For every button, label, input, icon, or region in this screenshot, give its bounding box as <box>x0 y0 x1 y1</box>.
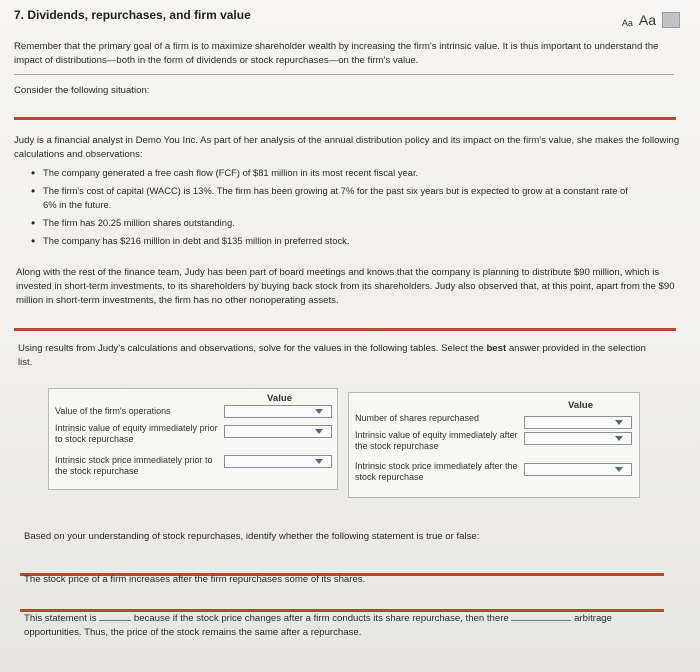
list-item: • The company has $216 million in debt and $135 million in preferred stock. <box>28 234 628 248</box>
table-row-label: Intrinsic stock price immediately prior to the stock repurchase <box>55 455 213 476</box>
table-row-label: Intrinsic stock price immediately after the stock repurchase <box>355 461 518 482</box>
true-false-prompt: Based on your understanding of stock repurchases, identify whether the following statement is true or false: <box>24 531 480 542</box>
situation-paragraph: Judy is a financial analyst in Demo You Inc. As part of her analysis of the annual distribution policy and its impact on the firm's value, she makes the following calculations and observations: <box>14 135 680 160</box>
equity-value-before-select[interactable] <box>224 425 332 438</box>
list-item: • The company generated a free cash flow (FCF) of $81 million in its most recent fiscal year. <box>28 166 628 180</box>
table-left-header: Value <box>267 393 293 404</box>
table-row-label: Intrinsic value of equity immediately after the stock repurchase <box>355 430 518 451</box>
arbitrage-answer-select[interactable] <box>511 620 571 621</box>
board-meeting-paragraph: Along with the rest of the finance team, Judy has been part of board meetings and knows that the company is planning to distribute $90 million, which is invested in short-term investments, to its shareholders by buying back stock from its shareholders. Judy also observed that, at this point, apart from the $90 million in short-term investments, the firm has no other nonoperating assets. <box>16 267 675 306</box>
chevron-down-icon <box>615 467 623 472</box>
chevron-down-icon <box>615 420 623 425</box>
intro-paragraph: Remember that the primary goal of a firm is to maximize shareholder wealth by increasing the firm's intrinsic value. It is thus important to understand the impact of distributions—both in the form of dividends or stock repurchases—on the firm's value. <box>14 41 659 66</box>
consider-text: Consider the following situation: <box>14 85 150 96</box>
table-right-header: Value <box>568 400 594 411</box>
statement-text: The stock price of a firm increases after the firm repurchases some of its shares. <box>24 574 366 585</box>
shares-repurchased-select[interactable] <box>524 416 632 429</box>
print-icon[interactable] <box>662 12 680 28</box>
question-title: 7. Dividends, repurchases, and firm value <box>14 8 251 22</box>
firm-operations-value-select[interactable] <box>224 405 332 418</box>
table-row-label: Number of shares repurchased <box>355 413 480 423</box>
divider <box>14 74 674 75</box>
observation-list <box>28 166 628 252</box>
table-row-label: Intrinsic value of equity immediately prior to stock repurchase <box>55 423 218 444</box>
chevron-down-icon <box>315 409 323 414</box>
font-increase-button[interactable]: Aa <box>638 12 656 28</box>
stock-price-after-select[interactable] <box>524 463 632 476</box>
list-item: • The firm has 20.25 million shares outstanding. <box>28 216 628 230</box>
stock-price-before-select[interactable] <box>224 455 332 468</box>
table-row-label: Value of the firm's operations <box>55 406 171 416</box>
font-size-controls <box>622 12 680 28</box>
font-decrease-button[interactable]: Aa <box>621 18 633 28</box>
chevron-down-icon <box>315 459 323 464</box>
list-item: • The firm's cost of capital (WACC) is 13%. The firm has been growing at 7% for the past six years but is expected to grow at a constant rate of 6% in the future. <box>28 184 628 212</box>
instructions-text: Using results from Judy's calculations and observations, solve for the values in the following tables. Select the best answer provided in the selection list. <box>18 343 646 368</box>
conclusion-text: This statement is because if the stock price changes after a firm conducts its share repurchase, then there arbitrage opportunities. Thus, the price of the stock remains the same after a repurchase. <box>24 613 612 638</box>
chevron-down-icon <box>315 429 323 434</box>
best-emphasis: best <box>486 343 507 354</box>
true-false-answer-select[interactable] <box>99 620 131 621</box>
situation-top-rule <box>14 117 676 120</box>
equity-value-after-select[interactable] <box>524 432 632 445</box>
chevron-down-icon <box>615 436 623 441</box>
situation-bottom-rule <box>14 328 676 331</box>
